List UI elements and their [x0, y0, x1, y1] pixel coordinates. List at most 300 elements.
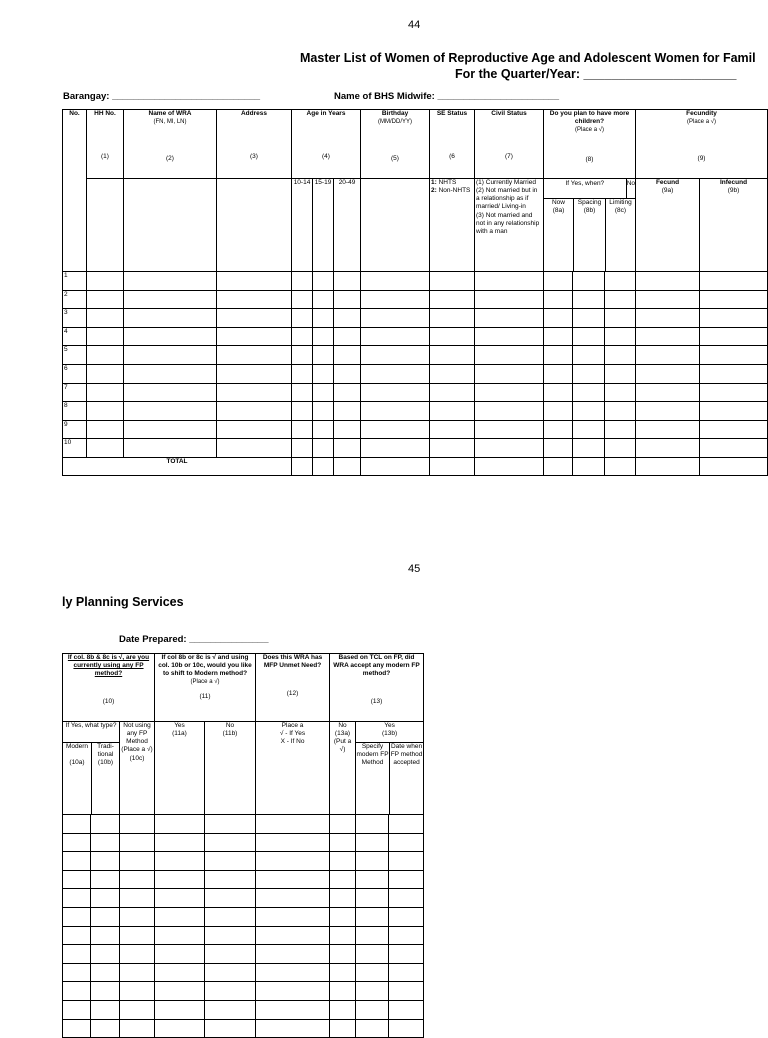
table-row — [63, 907, 424, 926]
table-cell[interactable] — [636, 364, 700, 383]
table-cell[interactable] — [544, 327, 573, 346]
col10-if-yes-subheader: If Yes, what type? Modern (10a) Tradi- tional (10b) — [63, 722, 120, 815]
table-cell[interactable] — [313, 309, 334, 328]
table-cell[interactable] — [330, 815, 356, 834]
table-cell[interactable] — [63, 907, 91, 926]
col-address-header: Address (3) — [217, 110, 292, 179]
table-cell[interactable] — [330, 1000, 356, 1019]
table-cell[interactable] — [205, 907, 256, 926]
table-cell[interactable] — [91, 870, 120, 889]
table-cell[interactable] — [292, 327, 313, 346]
table-cell[interactable] — [205, 833, 256, 852]
table-cell[interactable] — [636, 439, 700, 458]
table-cell[interactable] — [124, 364, 217, 383]
table-cell[interactable] — [430, 364, 475, 383]
table-cell[interactable] — [475, 364, 544, 383]
table-cell[interactable] — [573, 439, 605, 458]
table-cell[interactable] — [361, 420, 430, 439]
table-cell[interactable] — [356, 963, 389, 982]
table-row — [63, 346, 768, 365]
row-number: 6 — [63, 364, 87, 383]
table-cell[interactable] — [605, 383, 636, 402]
col-no-header: No. — [63, 110, 87, 272]
table-cell[interactable] — [205, 870, 256, 889]
quarter-year-line: For the Quarter/Year: ______________________ — [455, 67, 737, 81]
table-row — [63, 870, 424, 889]
table-cell[interactable] — [636, 309, 700, 328]
table-cell[interactable] — [313, 402, 334, 421]
table-cell[interactable] — [155, 907, 205, 926]
infecund-header: Infecund (9b) — [700, 179, 768, 272]
table-cell[interactable] — [356, 926, 389, 945]
table-cell[interactable] — [389, 1019, 424, 1038]
col12-header: Does this WRA has MFP Unmet Need? (12) — [256, 654, 330, 722]
table-cell[interactable] — [573, 272, 605, 291]
table-cell[interactable] — [313, 364, 334, 383]
table-cell[interactable] — [475, 420, 544, 439]
table-cell[interactable] — [217, 402, 292, 421]
table-cell[interactable] — [91, 852, 120, 871]
table-cell[interactable] — [389, 982, 424, 1001]
table-cell[interactable] — [389, 926, 424, 945]
table-cell[interactable] — [361, 327, 430, 346]
table-cell[interactable] — [120, 815, 155, 834]
table-row — [63, 852, 424, 871]
table-cell[interactable] — [430, 327, 475, 346]
table-cell[interactable] — [544, 290, 573, 309]
table-cell[interactable] — [155, 1019, 205, 1038]
table-cell[interactable] — [389, 963, 424, 982]
table-cell[interactable] — [544, 364, 573, 383]
plan-spacing-header: Spacing (8b) — [574, 199, 606, 271]
table-row — [63, 945, 424, 964]
table-cell[interactable] — [361, 439, 430, 458]
table-cell[interactable] — [256, 815, 330, 834]
table-cell[interactable] — [124, 309, 217, 328]
table-cell[interactable] — [87, 383, 124, 402]
table-cell[interactable] — [544, 439, 573, 458]
row-number: 9 — [63, 420, 87, 439]
table-cell[interactable] — [330, 926, 356, 945]
table-cell[interactable] — [205, 926, 256, 945]
table-cell[interactable] — [475, 290, 544, 309]
table-cell[interactable] — [87, 364, 124, 383]
table-cell[interactable] — [313, 383, 334, 402]
table-cell[interactable] — [91, 833, 120, 852]
table-cell[interactable] — [313, 439, 334, 458]
page-number-2: 45 — [408, 563, 421, 575]
table-cell[interactable] — [636, 327, 700, 346]
table-cell[interactable] — [63, 963, 91, 982]
table-cell[interactable] — [91, 926, 120, 945]
table-cell[interactable] — [389, 1000, 424, 1019]
table-cell[interactable] — [430, 420, 475, 439]
table-cell[interactable] — [475, 439, 544, 458]
col13-header: Based on TCL on FP, did WRA accept any modern FP method? (13) — [330, 654, 424, 722]
table-cell[interactable] — [217, 346, 292, 365]
table-cell[interactable] — [334, 346, 361, 365]
table-cell[interactable] — [356, 889, 389, 908]
table-cell[interactable] — [573, 290, 605, 309]
table-cell[interactable] — [205, 852, 256, 871]
table-cell[interactable] — [544, 402, 573, 421]
table-cell[interactable] — [605, 290, 636, 309]
table-cell[interactable] — [636, 402, 700, 421]
table-cell[interactable] — [361, 272, 430, 291]
table-cell[interactable] — [120, 870, 155, 889]
table-cell[interactable] — [700, 309, 768, 328]
table-cell[interactable] — [700, 383, 768, 402]
table-cell[interactable] — [313, 346, 334, 365]
table-cell[interactable] — [430, 309, 475, 328]
table-cell[interactable] — [313, 272, 334, 291]
table-cell[interactable] — [430, 290, 475, 309]
table-row — [63, 833, 424, 852]
table-cell[interactable] — [256, 1019, 330, 1038]
table-cell[interactable] — [334, 272, 361, 291]
table-cell[interactable] — [124, 290, 217, 309]
table-cell[interactable] — [120, 1000, 155, 1019]
table-cell[interactable] — [120, 852, 155, 871]
table-cell[interactable] — [700, 272, 768, 291]
table-row — [63, 1000, 424, 1019]
col10-header: If col. 8b & 8c is √, are you currently using any FP method? (10) — [63, 654, 155, 722]
table-cell[interactable] — [91, 982, 120, 1001]
table-cell[interactable] — [256, 852, 330, 871]
table-cell[interactable] — [256, 833, 330, 852]
table-cell[interactable] — [205, 815, 256, 834]
table-cell[interactable] — [389, 889, 424, 908]
table-cell[interactable] — [205, 1019, 256, 1038]
row-number: 2 — [63, 290, 87, 309]
table-cell[interactable] — [63, 1019, 91, 1038]
table-cell[interactable] — [120, 982, 155, 1001]
plan-limiting-header: Limiting (8c) — [609, 199, 632, 215]
table-cell[interactable] — [356, 907, 389, 926]
page-number: 44 — [408, 19, 421, 31]
table-cell[interactable] — [544, 346, 573, 365]
table-cell[interactable] — [636, 272, 700, 291]
table-row — [63, 1019, 424, 1038]
table-cell[interactable] — [334, 402, 361, 421]
table-cell[interactable] — [330, 833, 356, 852]
table-cell[interactable] — [91, 907, 120, 926]
col11-header: If col 8b or 8c is √ and using col. 10b or 10c, would you like to shift to Modern method? (Place a √) (11) — [155, 654, 256, 722]
table-cell[interactable] — [87, 327, 124, 346]
table-cell[interactable] — [430, 272, 475, 291]
table-cell[interactable] — [334, 309, 361, 328]
table-cell[interactable] — [63, 945, 91, 964]
table-cell[interactable] — [573, 346, 605, 365]
table-row — [63, 889, 424, 908]
table-cell[interactable] — [292, 420, 313, 439]
table-cell[interactable] — [155, 852, 205, 871]
table-cell[interactable] — [256, 982, 330, 1001]
table-cell[interactable] — [330, 870, 356, 889]
table-cell[interactable] — [334, 290, 361, 309]
table-cell[interactable] — [605, 327, 636, 346]
table-cell[interactable] — [155, 945, 205, 964]
table-cell[interactable] — [256, 889, 330, 908]
table-cell[interactable] — [636, 346, 700, 365]
table-cell[interactable] — [605, 402, 636, 421]
table-cell[interactable] — [334, 364, 361, 383]
table-cell[interactable] — [256, 945, 330, 964]
table-cell[interactable] — [430, 402, 475, 421]
table-cell[interactable] — [361, 383, 430, 402]
table-cell[interactable] — [361, 402, 430, 421]
table-cell[interactable] — [356, 870, 389, 889]
table-cell[interactable] — [389, 815, 424, 834]
table-cell[interactable] — [120, 945, 155, 964]
table-cell[interactable] — [91, 963, 120, 982]
barangay-field[interactable]: Barangay: ____________________________ — [63, 91, 261, 102]
col13a-no: No (13a) (Put a √) — [330, 722, 356, 815]
table-cell[interactable] — [155, 815, 205, 834]
table-cell[interactable] — [356, 982, 389, 1001]
date-prepared-field[interactable]: Date Prepared: _______________ — [119, 634, 269, 645]
table-cell[interactable] — [573, 383, 605, 402]
table-cell[interactable] — [292, 439, 313, 458]
table-cell[interactable] — [63, 815, 91, 834]
table-cell[interactable] — [334, 383, 361, 402]
table-cell[interactable] — [63, 870, 91, 889]
table-cell[interactable] — [361, 346, 430, 365]
table-cell[interactable] — [63, 889, 91, 908]
table-cell[interactable] — [334, 439, 361, 458]
table-cell[interactable] — [475, 327, 544, 346]
wra-master-list-table — [62, 109, 768, 476]
table-cell[interactable] — [313, 327, 334, 346]
table-cell[interactable] — [544, 309, 573, 328]
table-cell[interactable] — [356, 815, 389, 834]
table-cell[interactable] — [700, 420, 768, 439]
table-cell[interactable] — [120, 1019, 155, 1038]
table-cell[interactable] — [356, 833, 389, 852]
table-cell[interactable] — [330, 907, 356, 926]
table-cell[interactable] — [63, 852, 91, 871]
table-cell[interactable] — [124, 383, 217, 402]
table-cell[interactable] — [573, 327, 605, 346]
table-cell[interactable] — [605, 439, 636, 458]
table-cell[interactable] — [124, 420, 217, 439]
col11a-yes: Yes (11a) — [155, 722, 205, 815]
table-row — [63, 383, 768, 402]
table-cell[interactable] — [63, 1000, 91, 1019]
col-hh-no-header: HH No. (1) — [87, 110, 124, 179]
table-cell[interactable] — [205, 963, 256, 982]
table-cell[interactable] — [205, 982, 256, 1001]
table-cell[interactable] — [700, 364, 768, 383]
table-cell[interactable] — [361, 364, 430, 383]
table-cell[interactable] — [700, 327, 768, 346]
table-cell[interactable] — [87, 290, 124, 309]
table-cell[interactable] — [475, 383, 544, 402]
table-cell[interactable] — [91, 815, 120, 834]
age-15-19-header: 15-19 — [313, 179, 334, 272]
table-cell[interactable] — [430, 346, 475, 365]
table-cell[interactable] — [124, 327, 217, 346]
table-cell[interactable] — [330, 852, 356, 871]
table-cell[interactable] — [256, 926, 330, 945]
table-cell[interactable] — [120, 833, 155, 852]
table-cell[interactable] — [63, 833, 91, 852]
table-row — [63, 272, 768, 291]
table-cell[interactable] — [313, 290, 334, 309]
table-cell[interactable] — [155, 926, 205, 945]
table-cell[interactable] — [256, 1000, 330, 1019]
col12-options: Place a √ - If Yes X - If No — [256, 722, 330, 815]
table-cell[interactable] — [700, 346, 768, 365]
table-cell[interactable] — [475, 346, 544, 365]
col13b-yes-subheader: Yes (13b) Specify modern FP Method Date when FP method accepted — [356, 722, 424, 815]
table-cell[interactable] — [573, 309, 605, 328]
fecund-header: Fecund (9a) — [636, 179, 700, 272]
table-cell[interactable] — [700, 402, 768, 421]
table-cell[interactable] — [544, 272, 573, 291]
table-cell[interactable] — [155, 889, 205, 908]
table-cell[interactable] — [205, 945, 256, 964]
table-cell[interactable] — [120, 926, 155, 945]
table-cell[interactable] — [334, 420, 361, 439]
table-cell[interactable] — [124, 439, 217, 458]
table-cell[interactable] — [120, 907, 155, 926]
table-cell[interactable] — [91, 1000, 120, 1019]
table-cell[interactable] — [475, 402, 544, 421]
table-cell[interactable] — [155, 870, 205, 889]
table-cell[interactable] — [292, 346, 313, 365]
table-cell[interactable] — [155, 833, 205, 852]
table-cell[interactable] — [605, 420, 636, 439]
col-birthday-header: Birthday (MM/DD/YY) (5) — [361, 110, 430, 179]
table-row — [63, 815, 424, 834]
table-cell[interactable] — [91, 1019, 120, 1038]
table-cell[interactable] — [205, 1000, 256, 1019]
table-cell[interactable] — [63, 982, 91, 1001]
table-cell[interactable] — [120, 889, 155, 908]
table-cell[interactable] — [330, 889, 356, 908]
table-cell[interactable] — [87, 346, 124, 365]
col-se-status-header: SE Status (6 — [430, 110, 475, 179]
table-cell[interactable] — [475, 272, 544, 291]
table-cell[interactable] — [87, 439, 124, 458]
table-cell[interactable] — [330, 982, 356, 1001]
total-row-label: TOTAL — [63, 457, 292, 475]
table-cell[interactable] — [605, 272, 636, 291]
table-cell[interactable] — [217, 383, 292, 402]
table-cell[interactable] — [430, 383, 475, 402]
col11b-no: No (11b) — [205, 722, 256, 815]
table-cell[interactable] — [217, 290, 292, 309]
table-cell[interactable] — [430, 439, 475, 458]
table-cell[interactable] — [389, 833, 424, 852]
table-cell[interactable] — [700, 439, 768, 458]
table-cell[interactable] — [636, 290, 700, 309]
table-cell[interactable] — [605, 346, 636, 365]
table-cell[interactable] — [330, 1019, 356, 1038]
table-cell[interactable] — [605, 309, 636, 328]
table-cell[interactable] — [63, 926, 91, 945]
table-cell[interactable] — [330, 963, 356, 982]
table-cell[interactable] — [636, 420, 700, 439]
table-cell[interactable] — [87, 420, 124, 439]
table-cell[interactable] — [475, 309, 544, 328]
table-cell[interactable] — [356, 1019, 389, 1038]
table-cell[interactable] — [605, 364, 636, 383]
table-cell[interactable] — [292, 290, 313, 309]
table-cell[interactable] — [544, 383, 573, 402]
table-cell[interactable] — [292, 272, 313, 291]
table-cell[interactable] — [256, 907, 330, 926]
row-number: 1 — [63, 272, 87, 291]
table-cell[interactable] — [91, 889, 120, 908]
table-cell[interactable] — [356, 1000, 389, 1019]
table-cell[interactable] — [313, 420, 334, 439]
table-cell[interactable] — [361, 309, 430, 328]
table-cell[interactable] — [124, 402, 217, 421]
table-cell[interactable] — [256, 963, 330, 982]
bhs-midwife-field[interactable]: Name of BHS Midwife: _______________________ — [334, 91, 559, 102]
table-cell[interactable] — [356, 852, 389, 871]
table-cell[interactable] — [356, 945, 389, 964]
table-cell[interactable] — [573, 420, 605, 439]
table-cell[interactable] — [124, 346, 217, 365]
table-cell[interactable] — [389, 945, 424, 964]
table-cell[interactable] — [256, 870, 330, 889]
table-cell[interactable] — [573, 364, 605, 383]
table-cell[interactable] — [155, 963, 205, 982]
table-cell[interactable] — [292, 364, 313, 383]
table-cell[interactable] — [87, 402, 124, 421]
table-cell[interactable] — [217, 439, 292, 458]
se-status-options: 1: NHTS 2: Non-NHTS — [430, 179, 475, 272]
table-cell[interactable] — [292, 309, 313, 328]
table-cell[interactable] — [217, 364, 292, 383]
table-row — [63, 402, 768, 421]
table-cell[interactable] — [334, 327, 361, 346]
table-cell[interactable] — [87, 309, 124, 328]
table-cell[interactable] — [155, 1000, 205, 1019]
table-cell[interactable] — [120, 963, 155, 982]
table-cell[interactable] — [217, 309, 292, 328]
table-cell[interactable] — [389, 852, 424, 871]
table-cell[interactable] — [389, 870, 424, 889]
row-number: 8 — [63, 402, 87, 421]
table-cell[interactable] — [361, 290, 430, 309]
table-cell[interactable] — [292, 383, 313, 402]
table-cell[interactable] — [124, 272, 217, 291]
table-cell[interactable] — [155, 982, 205, 1001]
table-cell[interactable] — [573, 402, 605, 421]
table-row — [63, 309, 768, 328]
table-cell[interactable] — [91, 945, 120, 964]
table-cell[interactable] — [389, 907, 424, 926]
table-cell[interactable] — [217, 420, 292, 439]
table-row — [63, 963, 424, 982]
table-cell[interactable] — [544, 420, 573, 439]
plan-now-header: Now (8a) — [544, 199, 574, 271]
col10a-modern: Modern (10a) — [63, 743, 92, 814]
col10b-traditional: Tradi- tional (10b) — [97, 743, 114, 767]
table-cell[interactable] — [636, 383, 700, 402]
table-cell[interactable] — [205, 889, 256, 908]
table-cell[interactable] — [87, 272, 124, 291]
table-cell[interactable] — [700, 290, 768, 309]
table-cell[interactable] — [217, 272, 292, 291]
table-cell[interactable] — [330, 945, 356, 964]
table-cell[interactable] — [217, 327, 292, 346]
table-cell[interactable] — [292, 402, 313, 421]
